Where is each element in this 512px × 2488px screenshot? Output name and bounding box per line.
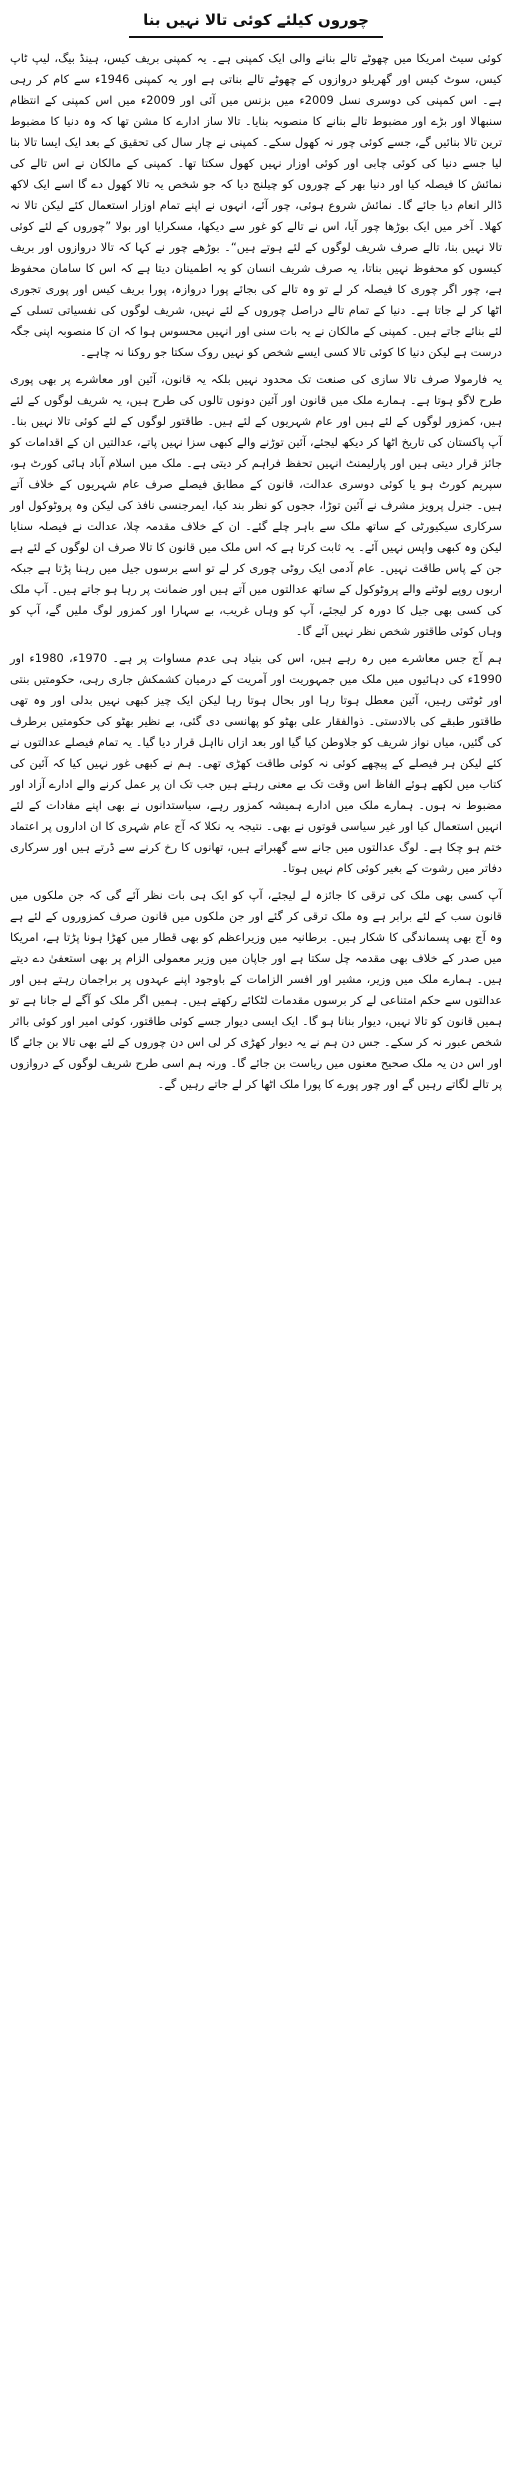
article-title: چوروں کیلئے کوئی تالا نہیں بنا: [129, 8, 383, 38]
article-headline: [10, 8, 502, 38]
article-paragraph-1: کوئی سیٹ امریکا میں چھوٹے تالے بنانے والی ایک کمپنی ہے۔ یہ کمپنی بریف کیس، ہینڈ بیگ، لیپ ٹاپ کیس، سوٹ کیس اور گھریلو دروازوں کے چھوٹے تالے بناتی ہے اور یہ کمپنی 1946ء سے کام کر رہی ہے۔ اس کمپنی کی دوسری نسل 2009ء میں بزنس میں آئی اور 2009ء میں اس کمپنی کے انتظام سنبھالا اور بڑے اور مضبوط تالے بنانے کا منصوبہ بنایا۔ تالا ساز ادارے کا مشن تھا کہ وہ دنیا کا مضبوط ترین تالا بنائیں گے، جسے کوئی چور نہ کھول سکے۔ کمپنی نے چار سال کی تحقیق کے بعد ایک ایسا تالا بنا لیا جسے دنیا کی کوئی چابی اور کوئی اوزار نہیں کھول سکتا تھا۔ کمپنی کے مالکان نے اس تالے کی نمائش کا فیصلہ کیا اور دنیا بھر کے چوروں کو چیلنج دیا کہ جو شخص یہ تالا کھول دے گا اسے ایک لاکھ ڈالر انعام دیا جائے گا۔ نمائش شروع ہوئی، چور آئے، انہوں نے اپنے تمام اوزار استعمال کئے لیکن تالا نہ کھلا۔ آخر میں ایک بوڑھا چور آیا، اس نے تالے کو غور سے دیکھا، مسکرایا اور بولا ”چوروں کے لئے کوئی تالا نہیں بنا، تالے صرف شریف لوگوں کے لئے ہوتے ہیں“۔ بوڑھے چور نے کہا کہ تالا دروازوں اور بریف کیسوں کو محفوظ نہیں بناتا، یہ صرف شریف انسان کو یہ اطمینان دیتا ہے کہ اس کا سامان محفوظ ہے، چور اگر چوری کا فیصلہ کر لے تو وہ تالے کی بجائے پورا دروازہ، پورا بریف کیس اور پوری تجوری اٹھا کر لے جاتا ہے۔ دنیا کے تمام تالے دراصل چوروں کے لئے نہیں، شریف لوگوں کی نفسیاتی تسلی کے لئے بنائے جاتے ہیں۔ کمپنی کے مالکان نے یہ بات سنی اور انہیں محسوس ہوا کہ ان کا منصوبہ اپنی جگہ درست ہے لیکن دنیا کا کوئی تالا کسی ایسے شخص کو نہیں روک سکتا جو روکنا نہ چاہے۔: [10, 51, 502, 359]
article-paragraph-2: یہ فارمولا صرف تالا سازی کی صنعت تک محدود نہیں بلکہ یہ قانون، آئین اور معاشرے پر بھی پوری طرح لاگو ہوتا ہے۔ ہمارے ملک میں قانون اور آئین دونوں تالوں کی طرح ہیں، یہ شریف لوگوں کے لئے ہیں، کمزور لوگوں کے لئے ہیں اور عام شہریوں کے لئے ہیں۔ طاقتور لوگوں کے لئے کوئی تالا نہیں بنا۔ آپ پاکستان کی تاریخ اٹھا کر دیکھ لیجئے، آئین توڑنے والے کبھی سزا نہیں پاتے، عدالتیں ان کے اقدامات کو جائز قرار دیتی ہیں اور پارلیمنٹ انہیں تحفظ فراہم کر دیتی ہے۔ ملک میں اسلام آباد ہائی کورٹ ہو، سپریم کورٹ ہو یا کوئی دوسری عدالت، قانون کے مطابق فیصلے صرف عام شہریوں کے خلاف آتے ہیں۔ جنرل پرویز مشرف نے آئین توڑا، ججوں کو نظر بند کیا، ایمرجنسی نافذ کی لیکن وہ پروٹوکول اور سرکاری سیکیورٹی کے ساتھ ملک سے باہر چلے گئے۔ ان کے خلاف مقدمہ چلا، عدالت نے فیصلہ سنایا لیکن وہ کبھی واپس نہیں آئے۔ یہ ثابت کرتا ہے کہ اس ملک میں قانون کا تالا صرف ان لوگوں کے لئے ہے جن کے پاس طاقت نہیں۔ عام آدمی ایک روٹی چوری کر لے تو اسے برسوں جیل میں رہنا پڑتا ہے جبکہ اربوں روپے لوٹنے والے پروٹوکول کے ساتھ عدالتوں میں آتے ہیں اور ضمانت پر رہا ہو جاتے ہیں۔ آپ ملک کی کسی بھی جیل کا دورہ کر لیجئے، آپ کو وہاں غریب، بے سہارا اور کمزور لوگ ملیں گے، آپ کو وہاں کوئی طاقتور شخص نظر نہیں آئے گا۔: [10, 372, 502, 638]
article-paragraph-3: ہم آج جس معاشرے میں رہ رہے ہیں، اس کی بنیاد ہی عدم مساوات پر ہے۔ 1970ء، 1980ء اور 1990ء کی دہائیوں میں ملک میں جمہوریت اور آمریت کے درمیان کشمکش جاری رہی، حکومتیں بنتی اور ٹوٹتی رہیں، آئین معطل ہوتا رہا اور بحال ہوتا رہا لیکن ایک چیز کبھی نہیں بدلی اور وہ تھی طاقتور طبقے کی بالادستی۔ ذوالفقار علی بھٹو کو پھانسی دی گئی، بے نظیر بھٹو کی حکومتیں برطرف کی گئیں، میاں نواز شریف کو جلاوطن کیا گیا اور بعد ازاں نااہل قرار دیا گیا۔ یہ تمام فیصلے عدالتوں نے کئے لیکن ہر فیصلے کے پیچھے کوئی نہ کوئی طاقت کھڑی تھی۔ ہم نے کبھی غور نہیں کیا کہ آئین کی کتاب میں لکھے ہوئے الفاظ اس وقت تک بے معنی رہتے ہیں جب تک ان پر عمل کرنے والے ادارے آزاد اور مضبوط نہ ہوں۔ ہمارے ملک میں ادارے ہمیشہ کمزور رہے، سیاستدانوں نے بھی اپنے مفادات کے لئے انہیں استعمال کیا اور غیر سیاسی قوتوں نے بھی۔ نتیجہ یہ نکلا کہ آج عام شہری کا ان اداروں پر اعتماد ختم ہو چکا ہے۔ لوگ عدالتوں میں جانے سے گھبراتے ہیں، تھانوں کا رخ کرنے سے ڈرتے ہیں اور سرکاری دفاتر میں رشوت کے بغیر کوئی کام نہیں ہوتا۔: [10, 651, 502, 875]
article-paragraph-4: آپ کسی بھی ملک کی ترقی کا جائزہ لے لیجئے، آپ کو ایک ہی بات نظر آئے گی کہ جن ملکوں میں قانون سب کے لئے برابر ہے وہ ملک ترقی کر گئے اور جن ملکوں میں قانون صرف کمزوروں کے لئے ہے وہ آج بھی پسماندگی کا شکار ہیں۔ برطانیہ میں وزیراعظم کو بھی قطار میں کھڑا ہونا پڑتا ہے، امریکا میں صدر کے خلاف بھی مقدمہ چل سکتا ہے اور جاپان میں وزیر معمولی الزام پر بھی استعفیٰ دے دیتے ہیں۔ ہمارے ملک میں وزیر، مشیر اور افسر الزامات کے باوجود اپنے عہدوں پر براجمان رہتے ہیں اور عدالتوں سے حکم امتناعی لے کر برسوں مقدمات لٹکائے رکھتے ہیں۔ ہمیں اگر ملک کو آگے لے جانا ہے تو ہمیں قانون کو تالا نہیں، دیوار بنانا ہو گا۔ ایک ایسی دیوار جسے کوئی طاقتور، کوئی امیر اور کوئی بااثر شخص عبور نہ کر سکے۔ جس دن ہم نے یہ دیوار کھڑی کر لی اس دن چوروں کے لئے بھی تالا بن جائے گا اور اس دن یہ ملک صحیح معنوں میں ریاست بن جائے گا۔ ورنہ ہم اسی طرح شریف لوگوں کے دروازوں پر تالے لگاتے رہیں گے اور چور پورے کا پورا ملک اٹھا کر لے جاتے رہیں گے۔: [10, 888, 502, 1091]
